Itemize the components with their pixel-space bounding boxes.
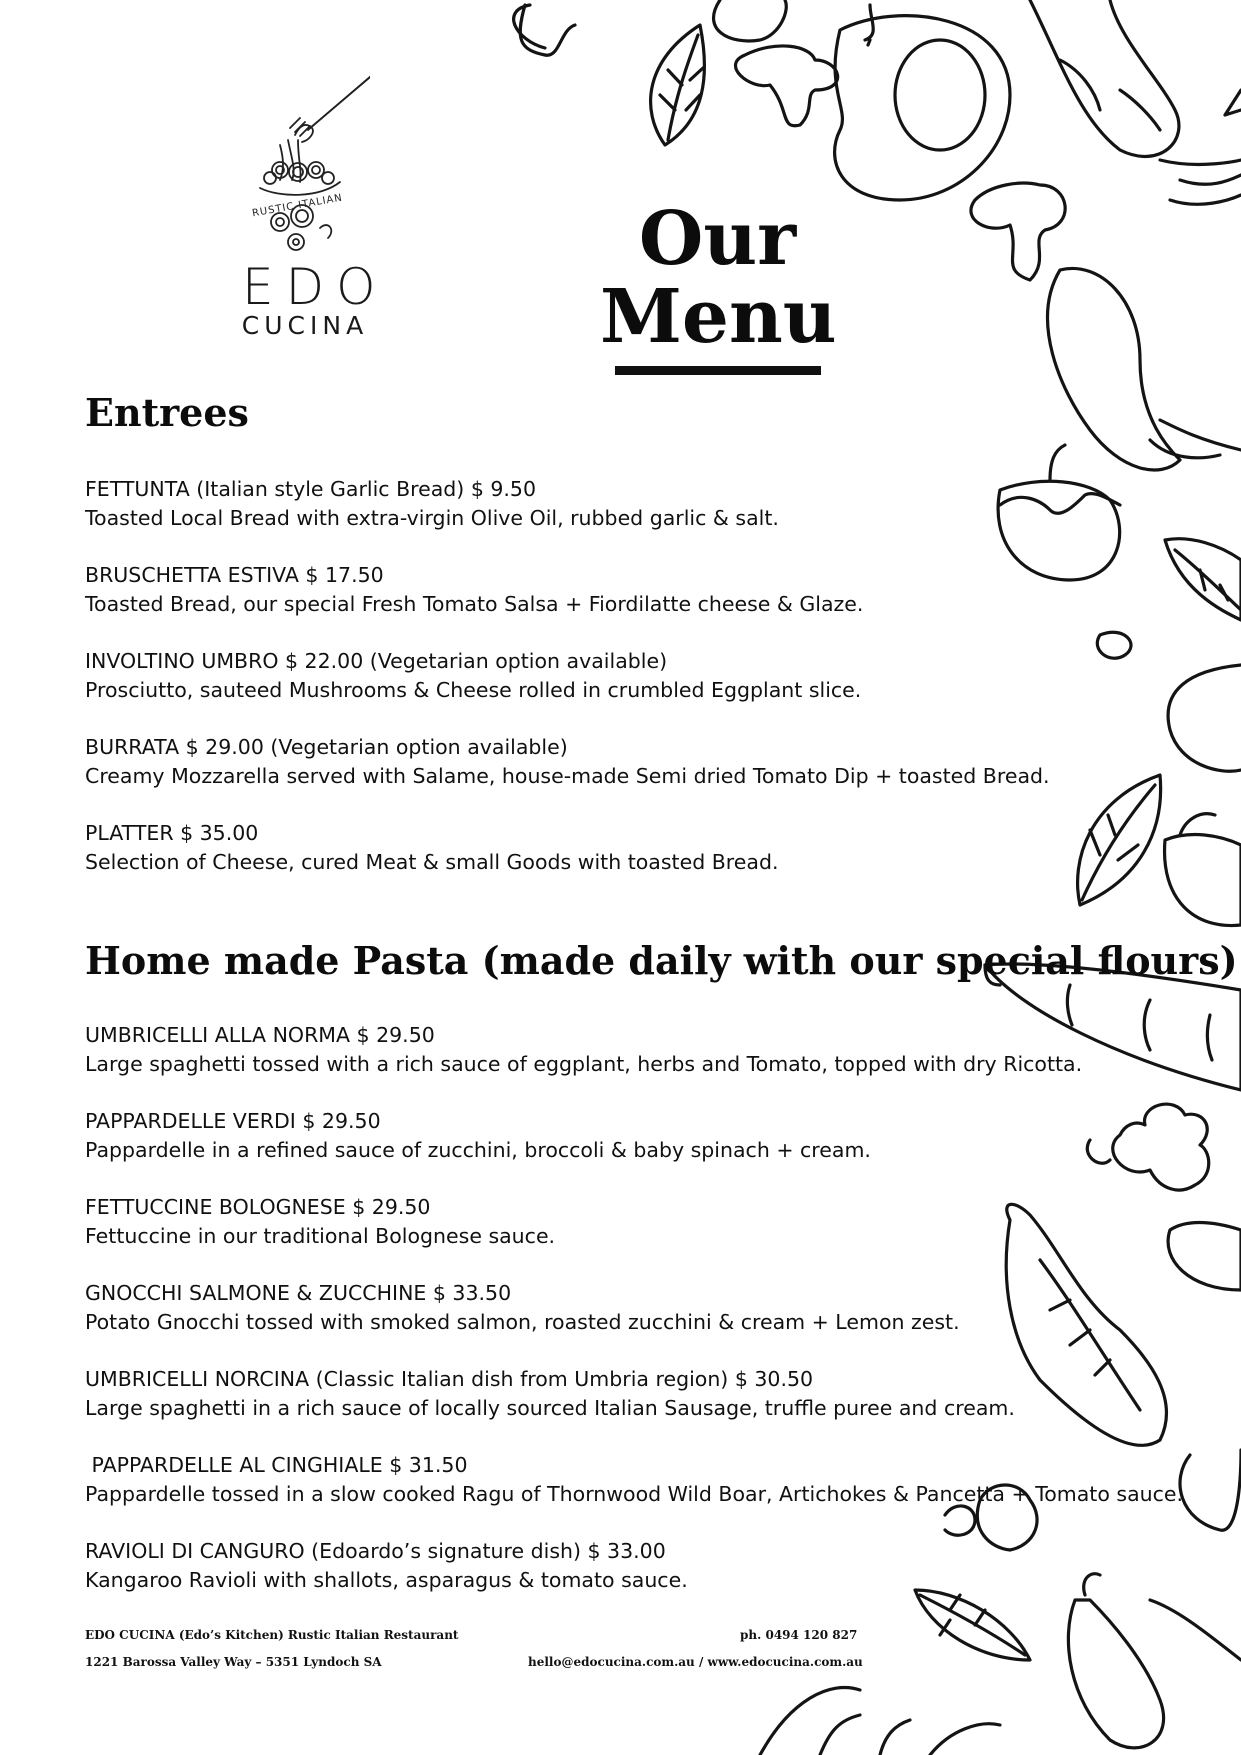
item-name: BURRATA $ 29.00 (Vegetarian option available) [85,735,568,759]
footer-restaurant-name: EDO CUCINA (Edo’s Kitchen) Rustic Italian Restaurant [85,1628,459,1642]
item-description: Prosciutto, sauteed Mushrooms & Cheese rolled in crumbled Eggplant slice. [85,678,862,702]
entrees-heading: Entrees [85,390,249,435]
menu-item [85,819,1205,905]
item-description: Pappardelle in a refined sauce of zucchini, broccoli & baby spinach + cream. [85,1138,871,1162]
footer-phone: ph. 0494 120 827 [740,1628,858,1642]
title-underline [615,366,821,375]
item-name: BRUSCHETTA ESTIVA $ 17.50 [85,563,384,587]
fork-spaghetti-logo-icon [240,70,370,260]
item-description: Toasted Bread, our special Fresh Tomato Salsa + Fiordilatte cheese & Glaze. [85,592,864,616]
item-name: RAVIOLI DI CANGURO (Edoardo’s signature dish) $ 33.00 [85,1539,666,1563]
item-description: Kangaroo Ravioli with shallots, asparagus & tomato sauce. [85,1568,688,1592]
item-description: Selection of Cheese, cured Meat & small Goods with toasted Bread. [85,850,779,874]
item-description: Potato Gnocchi tossed with smoked salmon, roasted zucchini & cream + Lemon zest. [85,1310,960,1334]
item-name: PLATTER $ 35.00 [85,821,259,845]
pasta-heading: Home made Pasta (made daily with our special flours) [85,938,1238,983]
logo-name: EDO [242,258,388,316]
menu-item [85,1537,1205,1623]
menu-item [85,1107,1205,1193]
menu-item [85,1279,1205,1365]
item-description: Pappardelle tossed in a slow cooked Ragu of Thornwood Wild Boar, Artichokes & Pancetta + Tomato sauce. [85,1482,1184,1506]
item-description: Large spaghetti tossed with a rich sauce of eggplant, herbs and Tomato, topped with dry Ricotta. [85,1052,1083,1076]
title-line-1: Our [638,196,797,282]
menu-item [85,1021,1205,1107]
item-description: Fettuccine in our traditional Bolognese sauce. [85,1224,556,1248]
menu-item [85,1193,1205,1279]
menu-item [85,1365,1205,1451]
item-name: PAPPARDELLE AL CINGHIALE $ 31.50 [85,1453,468,1477]
menu-item [85,475,1205,561]
pasta-list [85,1021,1205,1623]
item-description: Large spaghetti in a rich sauce of locally sourced Italian Sausage, truffle puree and cream. [85,1396,1015,1420]
menu-item [85,647,1205,733]
menu-item [85,1451,1205,1537]
footer-address: 1221 Barossa Valley Way – 5351 Lyndoch SA [85,1655,382,1669]
item-name: UMBRICELLI ALLA NORMA $ 29.50 [85,1023,435,1047]
title-line-2: Menu [600,274,837,360]
logo-arc-text: RUSTIC ITALIAN [251,192,344,220]
footer-contact: hello@edocucina.com.au / www.edocucina.com.au [528,1655,863,1669]
item-name: INVOLTINO UMBRO $ 22.00 (Vegetarian option available) [85,649,668,673]
entrees-list [85,475,1205,905]
restaurant-logo [230,70,388,360]
item-name: PAPPARDELLE VERDI $ 29.50 [85,1109,381,1133]
item-name: UMBRICELLI NORCINA (Classic Italian dish from Umbria region) $ 30.50 [85,1367,814,1391]
item-description: Toasted Local Bread with extra-virgin Olive Oil, rubbed garlic & salt. [85,506,779,530]
menu-item [85,561,1205,647]
item-name: FETTUCCINE BOLOGNESE $ 29.50 [85,1195,431,1219]
item-name: FETTUNTA (Italian style Garlic Bread) $ 9.50 [85,477,537,501]
logo-subname: CUCINA [241,311,369,340]
menu-item [85,733,1205,819]
item-description: Creamy Mozzarella served with Salame, house-made Semi dried Tomato Dip + toasted Bread. [85,764,1050,788]
page-title [600,196,837,375]
item-name: GNOCCHI SALMONE & ZUCCHINE $ 33.50 [85,1281,512,1305]
